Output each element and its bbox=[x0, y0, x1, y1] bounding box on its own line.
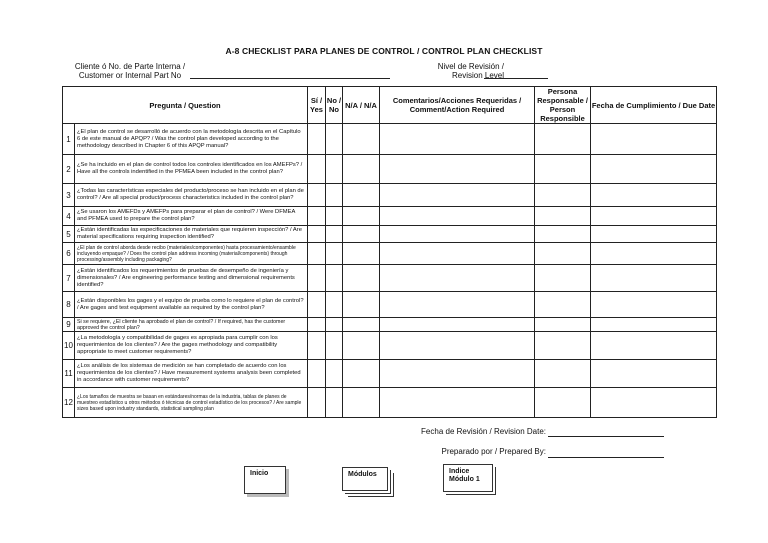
row-number: 8 bbox=[63, 292, 75, 318]
person-cell[interactable] bbox=[535, 265, 591, 292]
yes-cell[interactable] bbox=[308, 332, 326, 360]
person-cell[interactable] bbox=[535, 318, 591, 332]
modulo-1-label: Módulo 1 bbox=[449, 476, 480, 483]
comments-cell[interactable] bbox=[380, 332, 535, 360]
na-cell[interactable] bbox=[343, 184, 380, 207]
table-row bbox=[63, 184, 717, 207]
comments-cell[interactable] bbox=[380, 226, 535, 243]
row-question: ¿Están identificadas las especificaciones de materiales que requieren inspección? / Are material specifications requiring inspection identified? bbox=[75, 226, 308, 243]
comments-cell[interactable] bbox=[380, 184, 535, 207]
yes-cell[interactable] bbox=[308, 226, 326, 243]
table-row bbox=[63, 155, 717, 184]
modulos-button[interactable] bbox=[342, 467, 388, 491]
na-cell[interactable] bbox=[343, 155, 380, 184]
prepared-by-label: Preparado por / Prepared By: bbox=[441, 447, 546, 456]
person-cell[interactable] bbox=[535, 226, 591, 243]
revision-date-label: Fecha de Revisión / Revision Date: bbox=[421, 427, 546, 436]
row-number: 6 bbox=[63, 243, 75, 265]
row-question: Si se requiere, ¿El cliente ha aprobado el plan de control? / If required, has the customer approved the control plan? bbox=[75, 318, 308, 332]
person-cell[interactable] bbox=[535, 243, 591, 265]
row-number: 9 bbox=[63, 318, 75, 332]
due-date-cell[interactable] bbox=[591, 360, 717, 388]
table-row bbox=[63, 388, 717, 418]
table-row bbox=[63, 360, 717, 388]
no-cell[interactable] bbox=[326, 243, 343, 265]
inicio-button[interactable] bbox=[244, 466, 286, 494]
yes-cell[interactable] bbox=[308, 243, 326, 265]
na-cell[interactable] bbox=[343, 124, 380, 155]
row-question: ¿Están identificados los requerimientos de pruebas de desempeño de ingeniería y dimensionales? / Are engineering performance testing and dimensional requirements identified? bbox=[75, 265, 308, 292]
table-row bbox=[63, 318, 717, 332]
col-comments: Comentarios/Acciones Requeridas / Comment/Action Required bbox=[380, 87, 535, 124]
row-question: ¿Se ha incluido en el plan de control todos los controles identificados en los AMEFPs? / Have all the controls indentified in the PFMEA been included in the control plan? bbox=[75, 155, 308, 184]
no-cell[interactable] bbox=[326, 388, 343, 418]
due-date-cell[interactable] bbox=[591, 318, 717, 332]
na-cell[interactable] bbox=[343, 226, 380, 243]
revision-level-label-es: Nivel de Revisión / bbox=[437, 62, 504, 71]
na-cell[interactable] bbox=[343, 292, 380, 318]
yes-cell[interactable] bbox=[308, 265, 326, 292]
person-cell[interactable] bbox=[535, 332, 591, 360]
comments-cell[interactable] bbox=[380, 155, 535, 184]
page-title: A-8 CHECKLIST PARA PLANES DE CONTROL / CONTROL PLAN CHECKLIST bbox=[225, 46, 543, 56]
row-number: 2 bbox=[63, 155, 75, 184]
row-question: ¿El plan de control se desarrolló de acuerdo con la metodología descrita en el Capítulo 6 de este manual de APQP? / Was the control plan developed according to the methodology described in Chapter 6 of this APQP manual? bbox=[75, 124, 308, 155]
customer-part-label-es: Cliente ó No. de Parte Interna / bbox=[74, 62, 186, 71]
customer-part-field[interactable] bbox=[190, 78, 390, 79]
row-question: ¿Los análisis de los sistemas de medición se han completado de acuerdo con los requerimientos de los clientes? / Have measurement systems analysis been completed in accordance with customer requirements? bbox=[75, 360, 308, 388]
due-date-cell[interactable] bbox=[591, 124, 717, 155]
customer-part-label bbox=[70, 62, 190, 80]
due-date-cell[interactable] bbox=[591, 207, 717, 226]
row-number: 4 bbox=[63, 207, 75, 226]
person-cell[interactable] bbox=[535, 360, 591, 388]
comments-cell[interactable] bbox=[380, 388, 535, 418]
indice-modulo-button[interactable] bbox=[443, 464, 493, 492]
col-no: No / No bbox=[326, 87, 343, 124]
no-cell[interactable] bbox=[326, 207, 343, 226]
row-question: ¿La metodología y compatibilidad de gages es apropiada para cumplir con los requerimientos de los clientes? / Are the gages methodology and compatibility appropriate to meet customer requirements? bbox=[75, 332, 308, 360]
comments-cell[interactable] bbox=[380, 292, 535, 318]
col-yes: Sí / Yes bbox=[308, 87, 326, 124]
comments-cell[interactable] bbox=[380, 124, 535, 155]
table-row bbox=[63, 243, 717, 265]
comments-cell[interactable] bbox=[380, 207, 535, 226]
na-cell[interactable] bbox=[343, 265, 380, 292]
na-cell[interactable] bbox=[343, 332, 380, 360]
no-cell[interactable] bbox=[326, 265, 343, 292]
yes-cell[interactable] bbox=[308, 184, 326, 207]
table-row bbox=[63, 292, 717, 318]
prepared-by-field[interactable] bbox=[548, 457, 664, 458]
person-cell[interactable] bbox=[535, 124, 591, 155]
table-row bbox=[63, 265, 717, 292]
col-person: Persona Responsable / Person Responsible bbox=[535, 87, 591, 124]
table-row bbox=[63, 207, 717, 226]
no-cell[interactable] bbox=[326, 332, 343, 360]
row-question: ¿Se usaron los AMEFDs y AMEFPs para preparar el plan de control? / Were DFMEA and PFMEA used to prepare the control plan? bbox=[75, 207, 308, 226]
table-header-row bbox=[63, 87, 717, 124]
col-due-date: Fecha de Cumplimiento / Due Date bbox=[591, 87, 717, 124]
yes-cell[interactable] bbox=[308, 360, 326, 388]
col-na: N/A / N/A bbox=[343, 87, 380, 124]
indice-label: Indice bbox=[449, 468, 470, 475]
table-row bbox=[63, 332, 717, 360]
no-cell[interactable] bbox=[326, 184, 343, 207]
no-cell[interactable] bbox=[326, 124, 343, 155]
row-question: ¿El plan de control aborda desde recibo (materiales/componentes) hasta procesamiento/ensamble incluyendo empaque? / Does the control plan address incoming (material/components) through processing/assembly including packaging? bbox=[75, 243, 308, 265]
due-date-cell[interactable] bbox=[591, 155, 717, 184]
na-cell[interactable] bbox=[343, 243, 380, 265]
due-date-cell[interactable] bbox=[591, 243, 717, 265]
row-number: 12 bbox=[63, 388, 75, 418]
row-number: 10 bbox=[63, 332, 75, 360]
person-cell[interactable] bbox=[535, 184, 591, 207]
due-date-cell[interactable] bbox=[591, 292, 717, 318]
due-date-cell[interactable] bbox=[591, 265, 717, 292]
row-question: ¿Los tamaños de muestra se basan en estándares/normas de la industria, tablas de planes de muestreo estadístico u otros métodos ó técnicas de control estadístico de los procesos? / Are sample sizes based upon industry standards, statistical sampling plan bbox=[75, 388, 308, 418]
revision-level-label-en: Revision Level bbox=[451, 71, 504, 80]
na-cell[interactable] bbox=[343, 360, 380, 388]
due-date-cell[interactable] bbox=[591, 332, 717, 360]
comments-cell[interactable] bbox=[380, 243, 535, 265]
inicio-button-label: Inicio bbox=[250, 470, 269, 477]
person-cell[interactable] bbox=[535, 155, 591, 184]
due-date-cell[interactable] bbox=[591, 184, 717, 207]
revision-date-field[interactable] bbox=[548, 436, 664, 437]
person-cell[interactable] bbox=[535, 292, 591, 318]
yes-cell[interactable] bbox=[308, 124, 326, 155]
no-cell[interactable] bbox=[326, 155, 343, 184]
yes-cell[interactable] bbox=[308, 292, 326, 318]
no-cell[interactable] bbox=[326, 292, 343, 318]
yes-cell[interactable] bbox=[308, 155, 326, 184]
comments-cell[interactable] bbox=[380, 360, 535, 388]
row-number: 5 bbox=[63, 226, 75, 243]
no-cell[interactable] bbox=[326, 318, 343, 332]
na-cell[interactable] bbox=[343, 388, 380, 418]
no-cell[interactable] bbox=[326, 226, 343, 243]
yes-cell[interactable] bbox=[308, 207, 326, 226]
checklist-table bbox=[62, 86, 717, 418]
comments-cell[interactable] bbox=[380, 265, 535, 292]
person-cell[interactable] bbox=[535, 207, 591, 226]
no-cell[interactable] bbox=[326, 360, 343, 388]
row-question: ¿Están disponibles los gages y el equipo de prueba como lo requiere el plan de control? / Are gages and test equipment available as required by the control plan? bbox=[75, 292, 308, 318]
yes-cell[interactable] bbox=[308, 318, 326, 332]
row-number: 11 bbox=[63, 360, 75, 388]
modulos-button-label: Módulos bbox=[348, 471, 377, 478]
person-cell[interactable] bbox=[535, 388, 591, 418]
row-question: ¿Todas las características especiales del producto/proceso se han incluido en el plan de control? / Are all special product/process characteristics included in the control plan? bbox=[75, 184, 308, 207]
na-cell[interactable] bbox=[343, 207, 380, 226]
table-row bbox=[63, 124, 717, 155]
due-date-cell[interactable] bbox=[591, 388, 717, 418]
table-row bbox=[63, 226, 717, 243]
revision-level-field[interactable] bbox=[484, 78, 548, 79]
col-question: Pregunta / Question bbox=[63, 87, 308, 124]
row-number: 1 bbox=[63, 124, 75, 155]
na-cell[interactable] bbox=[343, 318, 380, 332]
due-date-cell[interactable] bbox=[591, 226, 717, 243]
yes-cell[interactable] bbox=[308, 388, 326, 418]
row-number: 7 bbox=[63, 265, 75, 292]
row-number: 3 bbox=[63, 184, 75, 207]
comments-cell[interactable] bbox=[380, 318, 535, 332]
customer-part-label-en: Customer or Internal Part No bbox=[78, 71, 182, 80]
